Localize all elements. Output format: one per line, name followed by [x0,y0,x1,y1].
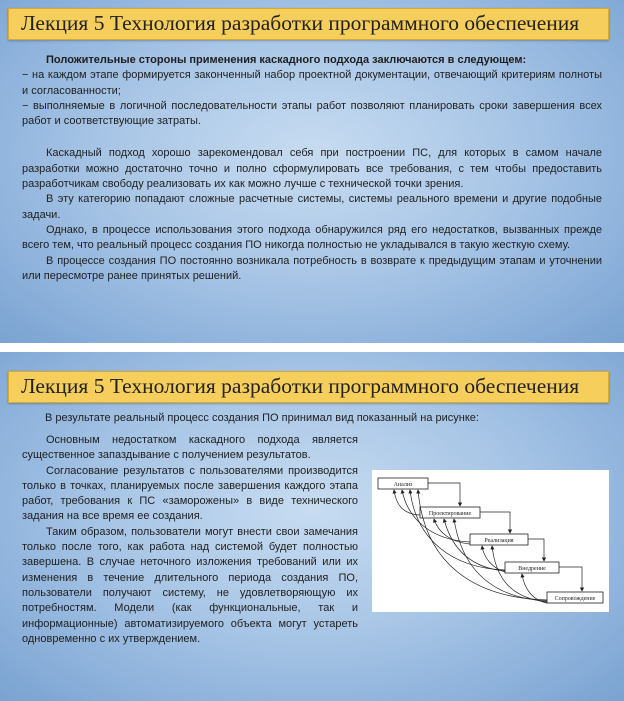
slide-title-bar [8,8,609,40]
paragraph: Согласование результатов с пользователями производится только в точках, планируемых после завершения каждого этапа работ, требования к ПС «заморожены» в виде технического задания на все время ее создания. [22,464,358,523]
stage-label: Реализация [484,538,514,544]
advantages-heading: Положительные стороны применения каскадного подхода заключаются в следующем: [46,54,527,66]
bullet-item: − на каждом этапе формируется законченный набор проектной документации, отвечающий критериям полноты и согласованности; [22,69,602,97]
waterfall-diagram [372,470,609,612]
stage-label: Внедрение [518,566,546,572]
stage-label: Сопровождение [554,596,596,602]
stage-label: Проектирование [428,511,472,517]
slide-body [22,53,602,284]
paragraph: В эту категорию попадают сложные расчетные системы, системы реального времени и другие подобные задачи. [22,193,602,221]
slide-title: Лекция 5 Технология разработки программного обеспечения [21,374,580,398]
slide-2 [0,352,624,701]
slide-title-bar [8,371,609,403]
paragraph: Таким образом, пользователи могут внести свои замечания только после того, как работа над системой будет полностью завершена. В случае неточного изложения требований или их изменения в течение длительного периода создания ПО, пользователи получают систему, не удовлетворяющую их потребностям. Модели (как функциональные, так и информационные) автоматизируемого объекта могут устареть одновременно с их утверждением. [22,525,358,645]
paragraph: Основным недостатком каскадного подхода является существенное запаздывание с получением результатов. [22,434,358,462]
intro-line: В результате реальный процесс создания ПО принимал вид показанный на рисунке: [45,412,479,424]
waterfall-svg [372,470,609,612]
stage-label: Анализ [393,482,413,488]
paragraph: В процессе создания ПО постоянно возникала потребность в возврате к предыдущим этапам и уточнении или пересмотре ранее принятых решений. [22,254,602,282]
paragraph: Каскадный подход хорошо зарекомендовал себя при построении ПС, для которых в самом начале разработки можно достаточно точно и полно сформулировать все требования, с тем чтобы предоставить разработчикам свободу реализовать их как можно лучше с технической точки зрения. [22,147,602,191]
paragraph: Однако, в процессе использования этого подхода обнаружился ряд его недостатков, вызванных прежде всего тем, что реальный процесс создания ПО никогда полностью не укладывался в такую жесткую схему. [22,223,602,252]
slide-body [22,433,358,647]
slide-1 [0,0,624,343]
bullet-item: − выполняемые в логичной последовательности этапы работ позволяют планировать сроки завершения всех работ и соответствующие затраты. [22,99,602,128]
slide-title: Лекция 5 Технология разработки программного обеспечения [21,11,580,35]
